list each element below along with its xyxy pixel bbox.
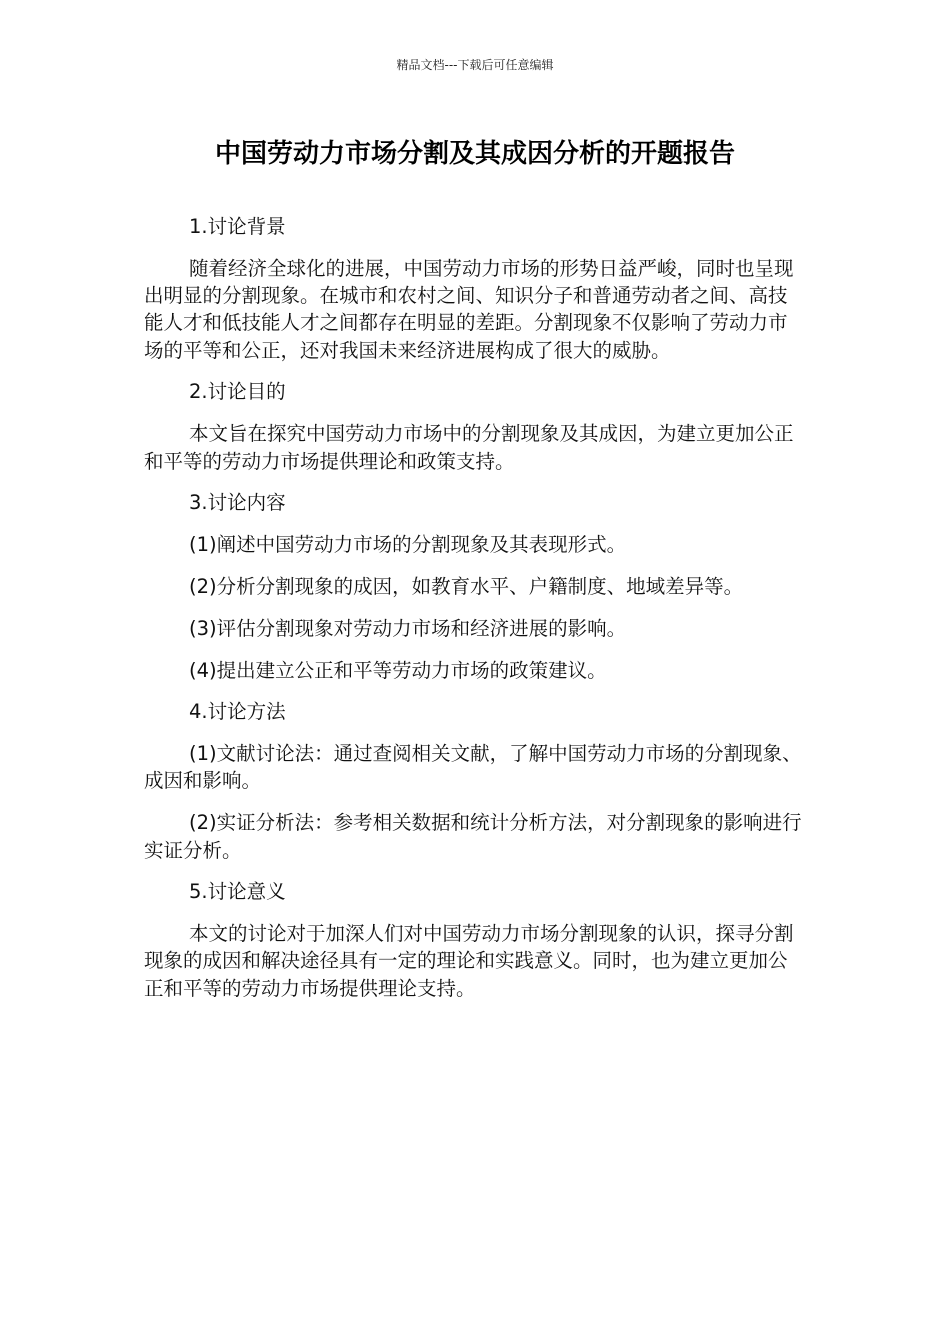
section-heading-content: 3.讨论内容 <box>189 491 286 515</box>
section-heading-purpose: 2.讨论目的 <box>189 380 286 404</box>
section-heading-background: 1.讨论背景 <box>189 215 286 238</box>
paragraph-background: 随着经济全球化的进展，中国劳动力市场的形势日益严峻，同时也呈现出明显的分割现象。在城市和农村之间、知识分子和普通劳动者之间、高技能人才和低技能人才之间都存在明显的差距。分割现象不仅影响了劳动力市场的平等和公正，还对我国未来经济进展构成了很大的威胁。 <box>144 256 794 362</box>
content-item-1: (1)阐述中国劳动力市场的分割现象及其表现形式。 <box>189 533 627 557</box>
header-note: 精品文档---下载后可任意编辑 <box>396 58 554 72</box>
document-body <box>144 213 804 1017</box>
document-title: 中国劳动力市场分割及其成因分析的开题报告 <box>214 139 735 169</box>
paragraph-purpose: 本文旨在探究中国劳动力市场中的分割现象及其成因，为建立更加公正和平等的劳动力市场提供理论和政策支持。 <box>144 422 794 473</box>
section-heading-methods: 4.讨论方法 <box>189 700 286 724</box>
content-item-3: (3)评估分割现象对劳动力市场和经济进展的影响。 <box>189 616 627 640</box>
method-item-2: (2)实证分析法：参考相关数据和统计分析方法，对分割现象的影响进行实证分析。 <box>144 811 802 862</box>
paragraph-significance: 本文的讨论对于加深人们对中国劳动力市场分割现象的认识，探寻分割现象的成因和解决途径具有一定的理论和实践意义。同时，也为建立更加公正和平等的劳动力市场提供理论支持。 <box>144 922 794 1000</box>
content-item-2: (2)分析分割现象的成因，如教育水平、户籍制度、地域差异等。 <box>189 574 744 598</box>
section-heading-significance: 5.讨论意义 <box>189 880 286 904</box>
content-item-4: (4)提出建立公正和平等劳动力市场的政策建议。 <box>189 658 607 682</box>
method-item-1: (1)文献讨论法：通过查阅相关文献，了解中国劳动力市场的分割现象、成因和影响。 <box>144 742 802 793</box>
